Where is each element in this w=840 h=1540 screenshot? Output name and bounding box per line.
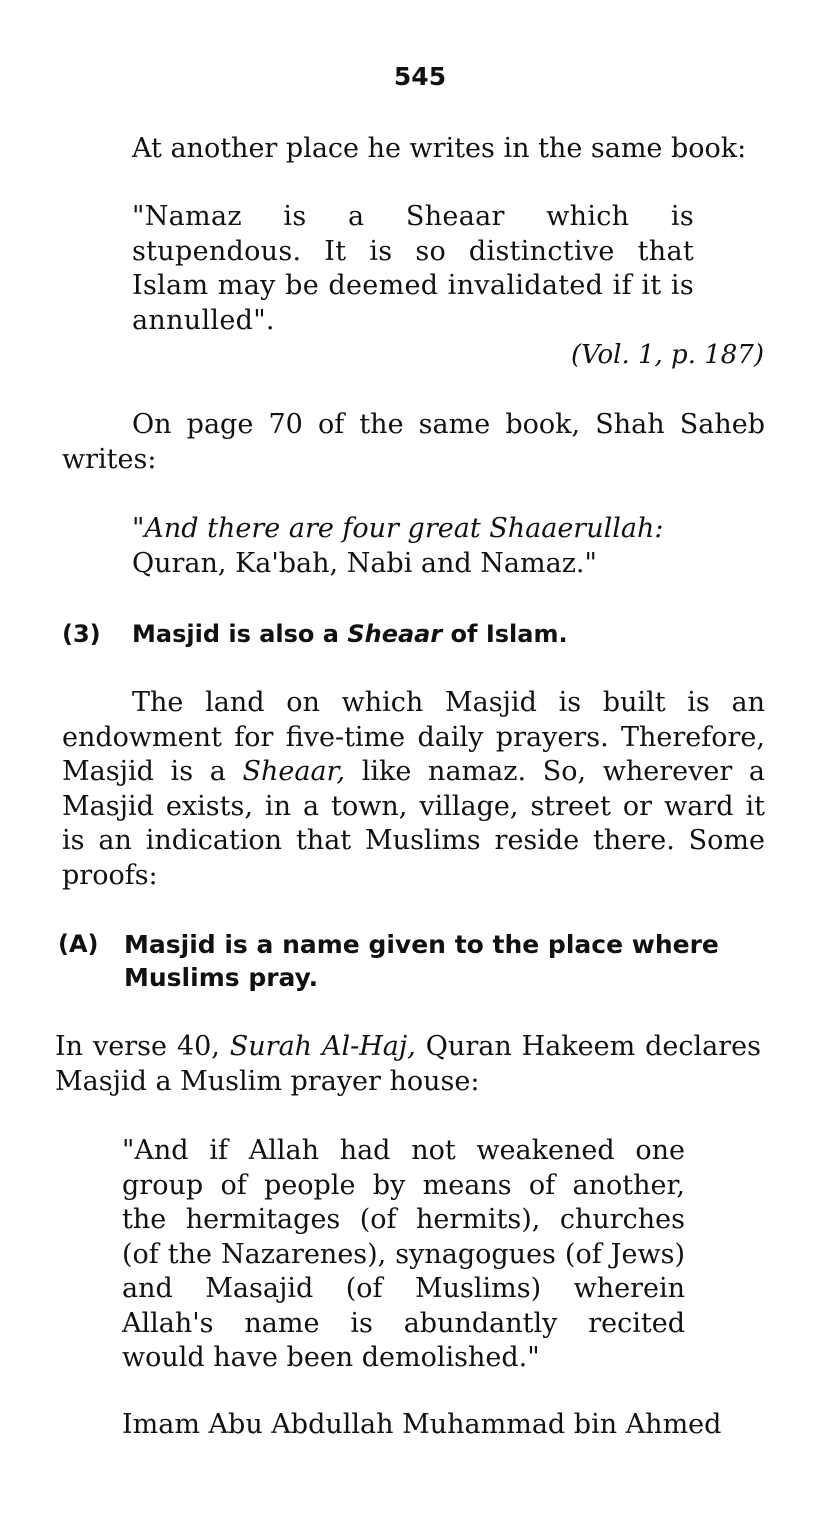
section-3-title-after: of Islam. (442, 620, 568, 648)
quote-shaaerullah-line1: "And there are four great Shaaerullah: (132, 513, 664, 544)
paragraph-surah-al-haj (55, 1030, 761, 1099)
section-a-marker: (A) (58, 930, 99, 958)
page-number: 545 (393, 62, 447, 91)
paragraph-shah-saheb: On page 70 of the same book, Shah Saheb writes: (62, 409, 765, 475)
paragraph-land-part2: like namaz. So, wherever a Masjid exists, in a town, village, street or ward it is an indication that Muslims reside there. Some proofs: (62, 756, 765, 891)
paragraph-surah-italic: Surah Al-Haj, (229, 1031, 416, 1062)
paragraph-imam-abu-abdullah: Imam Abu Abdullah Muhammad bin Ahmed (122, 1409, 722, 1440)
section-3-title-italic: Sheaar (347, 620, 443, 648)
quote-verse-40: "And if Allah had not weakened one group of people by means of another, the hermitages (of hermits), churches (of the Nazarenes), synagogues (of Jews) and Masajid (of Muslims) wherein Allah's name is abundantly recited would have been demolished." (122, 1135, 685, 1373)
quote-shaaerullah-line2: Quran, Ka'bah, Nabi and Namaz." (132, 547, 597, 579)
quote-shaaerullah (132, 512, 732, 581)
paragraph-surah-part1: In verse 40, (55, 1031, 230, 1062)
paragraph-surah-part2: Quran Hakeem declares Masjid a Muslim prayer house: (55, 1031, 762, 1097)
paragraph-land-part1: The land on which Masjid is built is an endowment for five-time daily prayers. Therefore, Masjid is a (62, 687, 765, 787)
paragraph-land-endowment (62, 686, 765, 893)
section-3-marker: (3) (62, 620, 101, 648)
section-3-heading (132, 618, 772, 651)
citation-vol1: (Vol. 1, p. 187) (570, 340, 764, 370)
section-3-title-before: Masjid is also a (132, 620, 348, 648)
intro-paragraph: At another place he writes in the same book: (132, 133, 747, 164)
section-a-heading: Masjid is a name given to the place where Muslims pray. (124, 930, 719, 992)
paragraph-land-italic: Sheaar, (242, 756, 346, 787)
quote-namaz: "Namaz is a Sheaar which is stupendous. It is so distinctive that Islam may be deemed invalidated if it is annulled". (132, 201, 694, 336)
